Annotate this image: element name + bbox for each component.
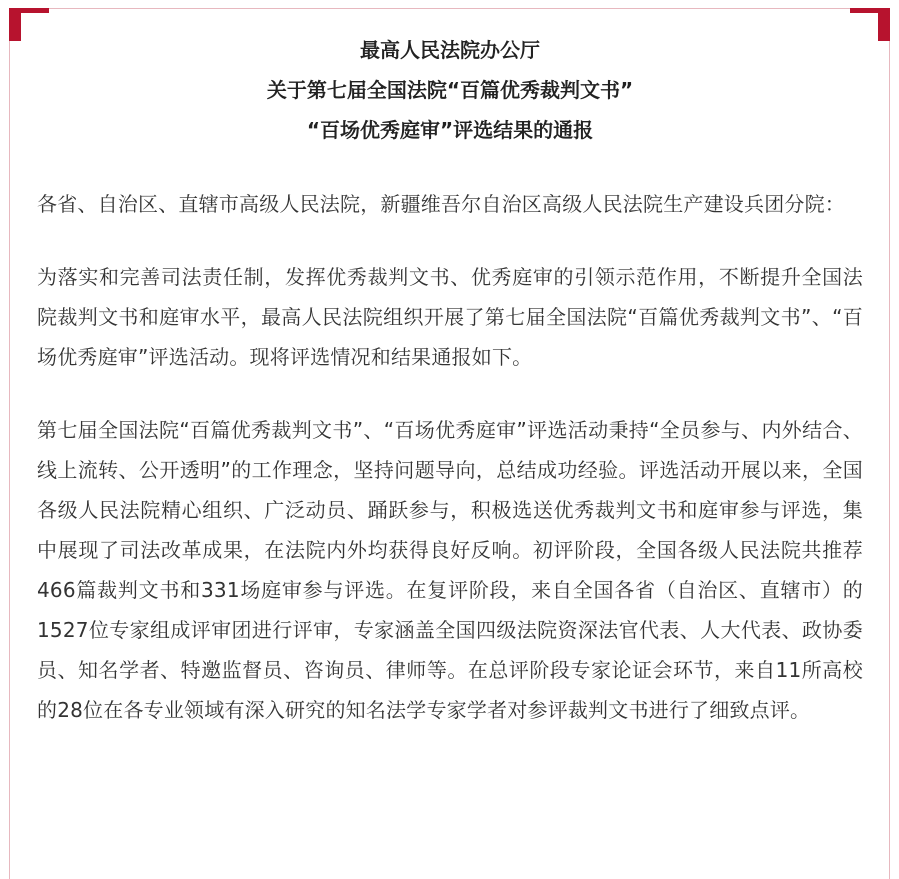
frame-right-border: [889, 41, 890, 879]
intro-paragraph: 为落实和完善司法责任制，发挥优秀裁判文书、优秀庭审的引领示范作用，不断提升全国法院裁判文书和庭审水平，最高人民法院组织开展了第七届全国法院“百篇优秀裁判文书”、“百场优秀庭审”评选活动。现将评选情况和结果通报如下。: [37, 265, 863, 369]
frame-left-border: [9, 41, 10, 879]
salutation-paragraph: 各省、自治区、直辖市高级人民法院，新疆维吾尔自治区高级人民法院生产建设兵团分院：: [37, 192, 845, 216]
title-line-2: 关于第七届全国法院“百篇优秀裁判文书”: [266, 78, 634, 102]
frame-corner-top-left-bar: [9, 8, 49, 13]
title-line-1: 最高人民法院办公厅: [360, 38, 540, 62]
frame-corner-top-right-bar: [850, 8, 890, 13]
document-body: [37, 30, 863, 730]
evaluation-paragraph: 第七届全国法院“百篇优秀裁判文书”、“百场优秀庭审”评选活动秉持“全员参与、内外结合、线上流转、公开透明”的工作理念，坚持问题导向，总结成功经验。评选活动开展以来，全国各级人民法院精心组织、广泛动员、踊跃参与，积极选送优秀裁判文书和庭审参与评选，集中展现了司法改革成果，在法院内外均获得良好反响。初评阶段，全国各级人民法院共推荐466篇裁判文书和331场庭审参与评选。在复评阶段，来自全国各省（自治区、直辖市）的1527位专家组成评审团进行评审，专家涵盖全国四级法院资深法官代表、人大代表、政协委员、知名学者、特邀监督员、咨询员、律师等。在总评阶段专家论证会环节，来自11所高校的28位在各专业领域有深入研究的知名法学专家学者对参评裁判文书进行了细致点评。: [37, 418, 863, 722]
title-line-3: “百场优秀庭审”评选结果的通报: [306, 118, 594, 142]
frame-top-border: [49, 8, 850, 9]
